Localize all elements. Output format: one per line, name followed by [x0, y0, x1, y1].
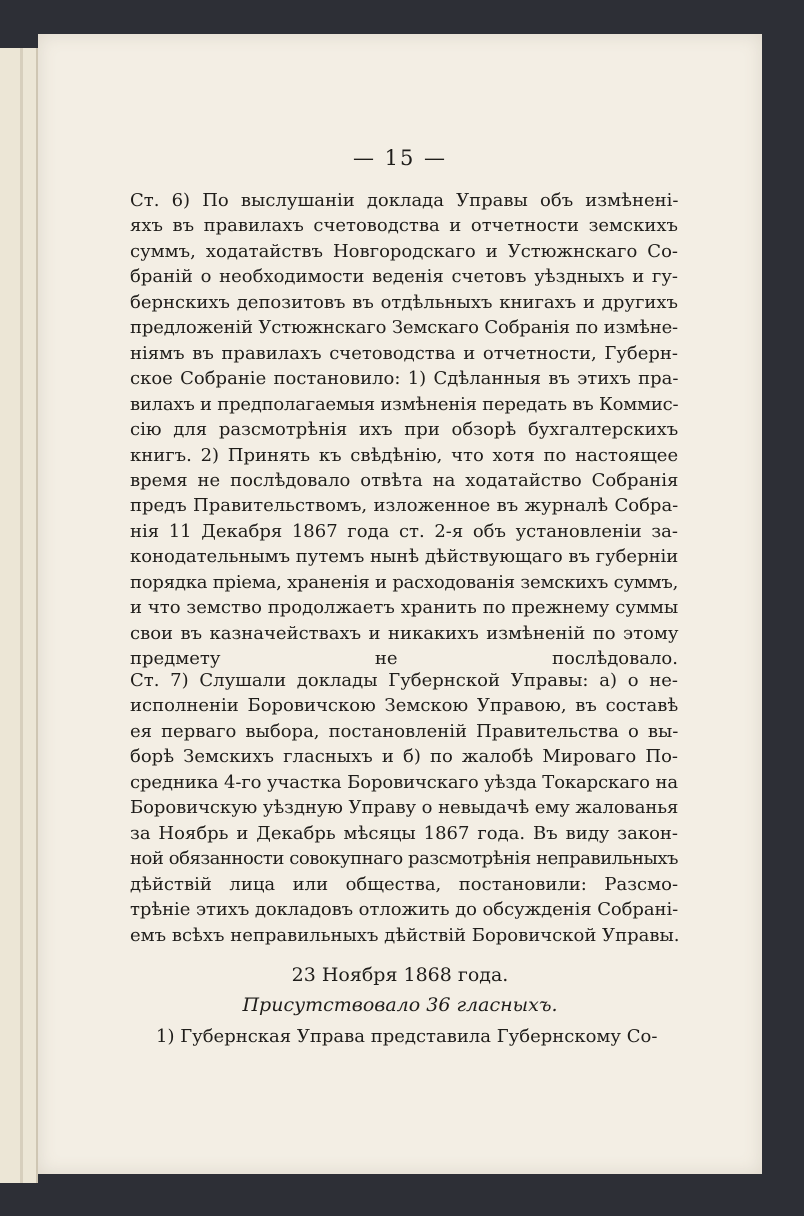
text-line: емъ всѣхъ неправильныхъ дѣйствiй Боровичской Управы. — [130, 924, 680, 946]
text-line: ной обязанности совокупнаго разсмотрѣнiя неправильныхъ — [130, 848, 678, 870]
text-line: борѣ Земскихъ гласныхъ и б) по жалобѣ Мироваго По- — [130, 746, 678, 768]
text-line: трѣнiе этихъ докладовъ отложить до обсужденiя Собранi- — [130, 899, 679, 921]
text-line: порядка прiема, храненiя и расходованiя земскихъ суммъ, — [130, 571, 679, 593]
text-line: время не послѣдовало отвѣта на ходатайство Собранiя — [130, 469, 679, 491]
text-line: Ст. 6) По выслушанiи доклада Управы объ измѣненi- — [130, 190, 679, 211]
text-line: Ст. 7) Слушали доклады Губернской Управы: а) о не- — [130, 670, 678, 691]
text-line: сiю для разсмотрѣнiя ихъ при обзорѣ бухгалтерскихъ — [130, 419, 679, 441]
date-heading: 23 Ноября 1868 года. — [291, 964, 509, 986]
paragraph-article-7 — [130, 668, 678, 948]
text-line: дѣйствiй лица или общества, постановили: Разсмо- — [130, 873, 679, 895]
text-line: бранiй о необходимости веденiя счетовъ уѣздныхъ и гу- — [130, 266, 679, 288]
text-line: нiя 11 Декабря 1867 года ст. 2-я объ установленiи за- — [130, 520, 678, 542]
previous-page-edge — [0, 48, 38, 1183]
paragraph-article-6 — [130, 188, 678, 672]
page-number: — 15 — — [352, 146, 448, 170]
text-line: ея перваго выбора, постановленiй Правительства о вы- — [130, 720, 679, 742]
document-page — [38, 34, 762, 1174]
item-1-text: 1) Губернская Управа представила Губернскому Со- — [156, 1026, 658, 1047]
text-line: предмету не послѣдовало. — [130, 648, 678, 670]
text-line: предъ Правительствомъ, изложенное въ журналѣ Собра- — [130, 495, 679, 517]
presence-note: Присутствовало 36 гласныхъ. — [242, 994, 558, 1016]
text-line: исполненiи Боровичскою Земскою Управою, въ составѣ — [130, 695, 679, 717]
text-line: нiямъ въ правилахъ счетоводства и отчетности, Губерн- — [130, 342, 678, 364]
text-line: и что земство продолжаетъ хранить по прежнему суммы — [130, 597, 679, 619]
text-line: вилахъ и предполагаемыя измѣненiя передать въ Коммис- — [130, 393, 679, 415]
text-line: бернскихъ депозитовъ въ отдѣльныхъ книгахъ и другихъ — [130, 291, 678, 313]
text-line: конодательнымъ путемъ нынѣ дѣйствующаго въ губернiи — [130, 546, 679, 568]
text-line: предложенiй Устюжнскаго Земскаго Собранiя по измѣне- — [130, 317, 678, 339]
text-line: за Ноябрь и Декабрь мѣсяцы 1867 года. Въ виду закон- — [130, 822, 678, 844]
text-line: ское Собранiе постановило: 1) Сдѣланныя въ этихъ пра- — [130, 368, 679, 390]
text-line: суммъ, ходатайствъ Новгородскаго и Устюжнскаго Со- — [130, 240, 678, 262]
page-fold-line — [20, 48, 23, 1183]
text-line: Боровичскую уѣздную Управу о невыдачѣ ему жалованья — [130, 797, 679, 819]
text-line: яхъ въ правилахъ счетоводства и отчетности земскихъ — [130, 215, 678, 237]
text-line: средника 4-го участка Боровичскаго уѣзда Токарскаго на — [130, 771, 678, 793]
text-line: книгъ. 2) Принять къ свѣдѣнiю, что хотя по настоящее — [130, 444, 679, 466]
text-line: свои въ казначействахъ и никакихъ измѣненiй по этому — [130, 622, 679, 644]
